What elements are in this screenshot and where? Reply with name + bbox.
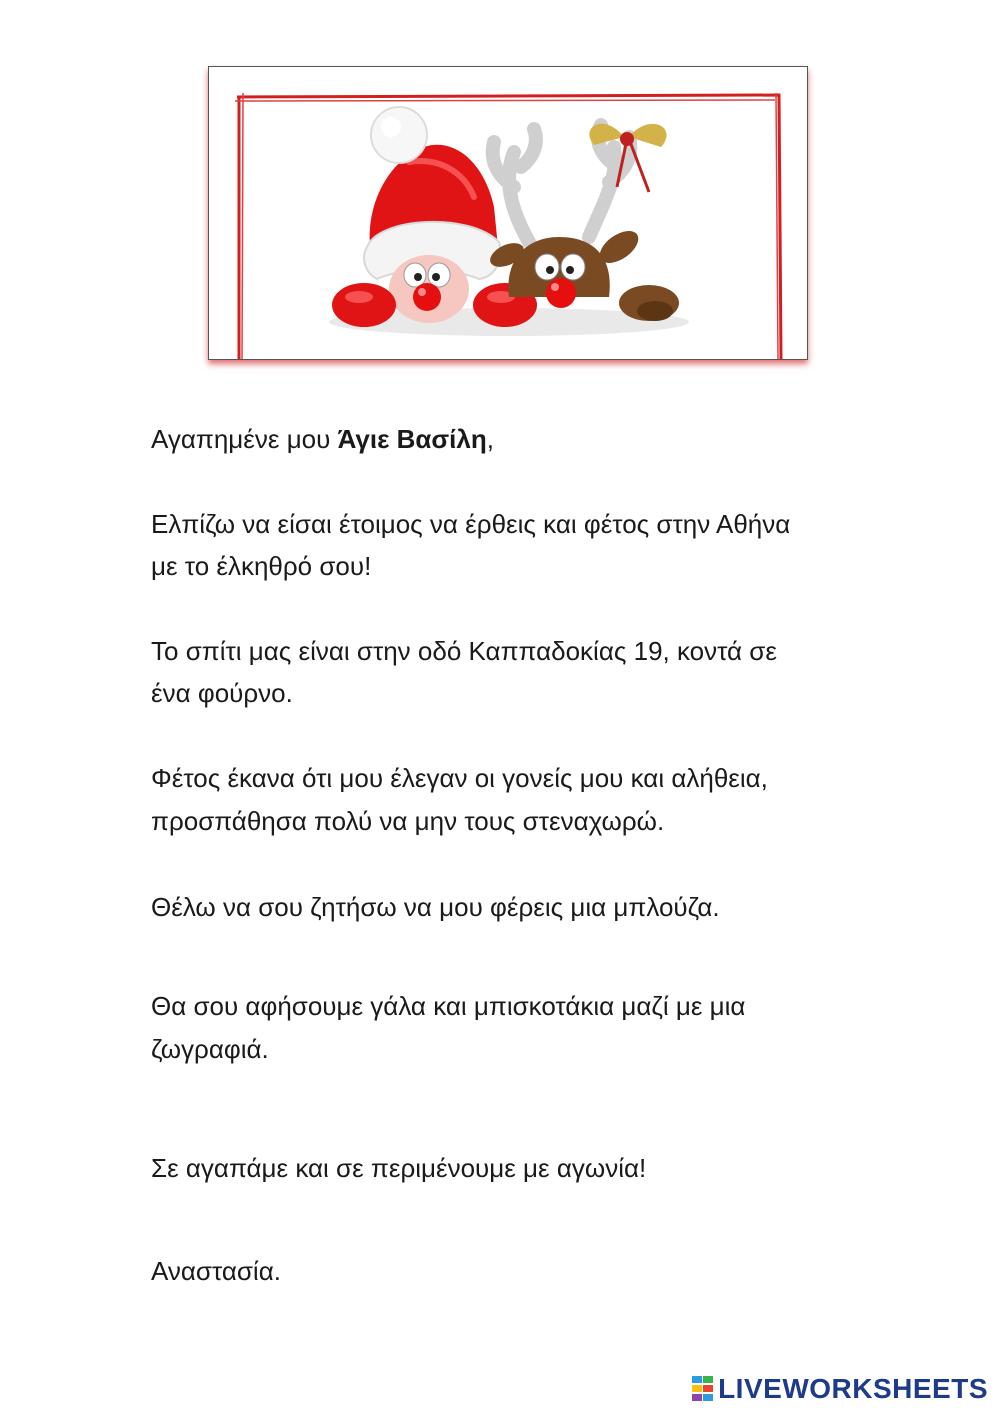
- paragraph-5-line-2: ζωγραφιά.: [151, 1034, 269, 1064]
- paragraph-1-line-1: Ελπίζω να είσαι έτοιμος να έρθεις και φέτος στην Αθήνα: [151, 509, 791, 539]
- greeting-suffix: ,: [486, 424, 494, 454]
- liveworksheets-watermark: [692, 1372, 988, 1406]
- liveworksheets-text: LIVEWORKSHEETS: [718, 1373, 988, 1404]
- paragraph-6-line-1: Σε αγαπάμε και σε περιμένουμε με αγωνία!: [151, 1153, 647, 1183]
- greeting-name: Άγιε Βασίλη: [337, 424, 487, 454]
- greeting-line: [151, 418, 871, 460]
- paragraph-1-line-2: με το έλκηθρό σου!: [151, 551, 372, 581]
- paragraph-3-line-2: προσπάθησα πολύ να μην τους στεναχωρώ.: [151, 806, 665, 836]
- paragraph-2-line-1: Το σπίτι μας είναι στην οδό Καππαδοκίας 19, κοντά σε: [151, 636, 777, 666]
- liveworksheets-logo-icon: [692, 1376, 714, 1402]
- header-illustration: [208, 66, 808, 360]
- paragraph-3-line-1: Φέτος έκανα ότι μου έλεγαν οι γονείς μου και αλήθεια,: [151, 763, 768, 793]
- paragraph-4-line-1: Θέλω να σου ζητήσω να μου φέρεις μια μπλούζα.: [151, 892, 720, 922]
- paragraph-5-line-1: Θα σου αφήσουμε γάλα και μπισκοτάκια μαζί με μια: [151, 991, 746, 1021]
- signature: Αναστασία.: [151, 1256, 281, 1286]
- paragraph-2-line-2: ένα φούρνο.: [151, 678, 293, 708]
- santa-reindeer-icon: [209, 67, 807, 359]
- greeting-prefix: Αγαπημένε μου: [151, 424, 338, 454]
